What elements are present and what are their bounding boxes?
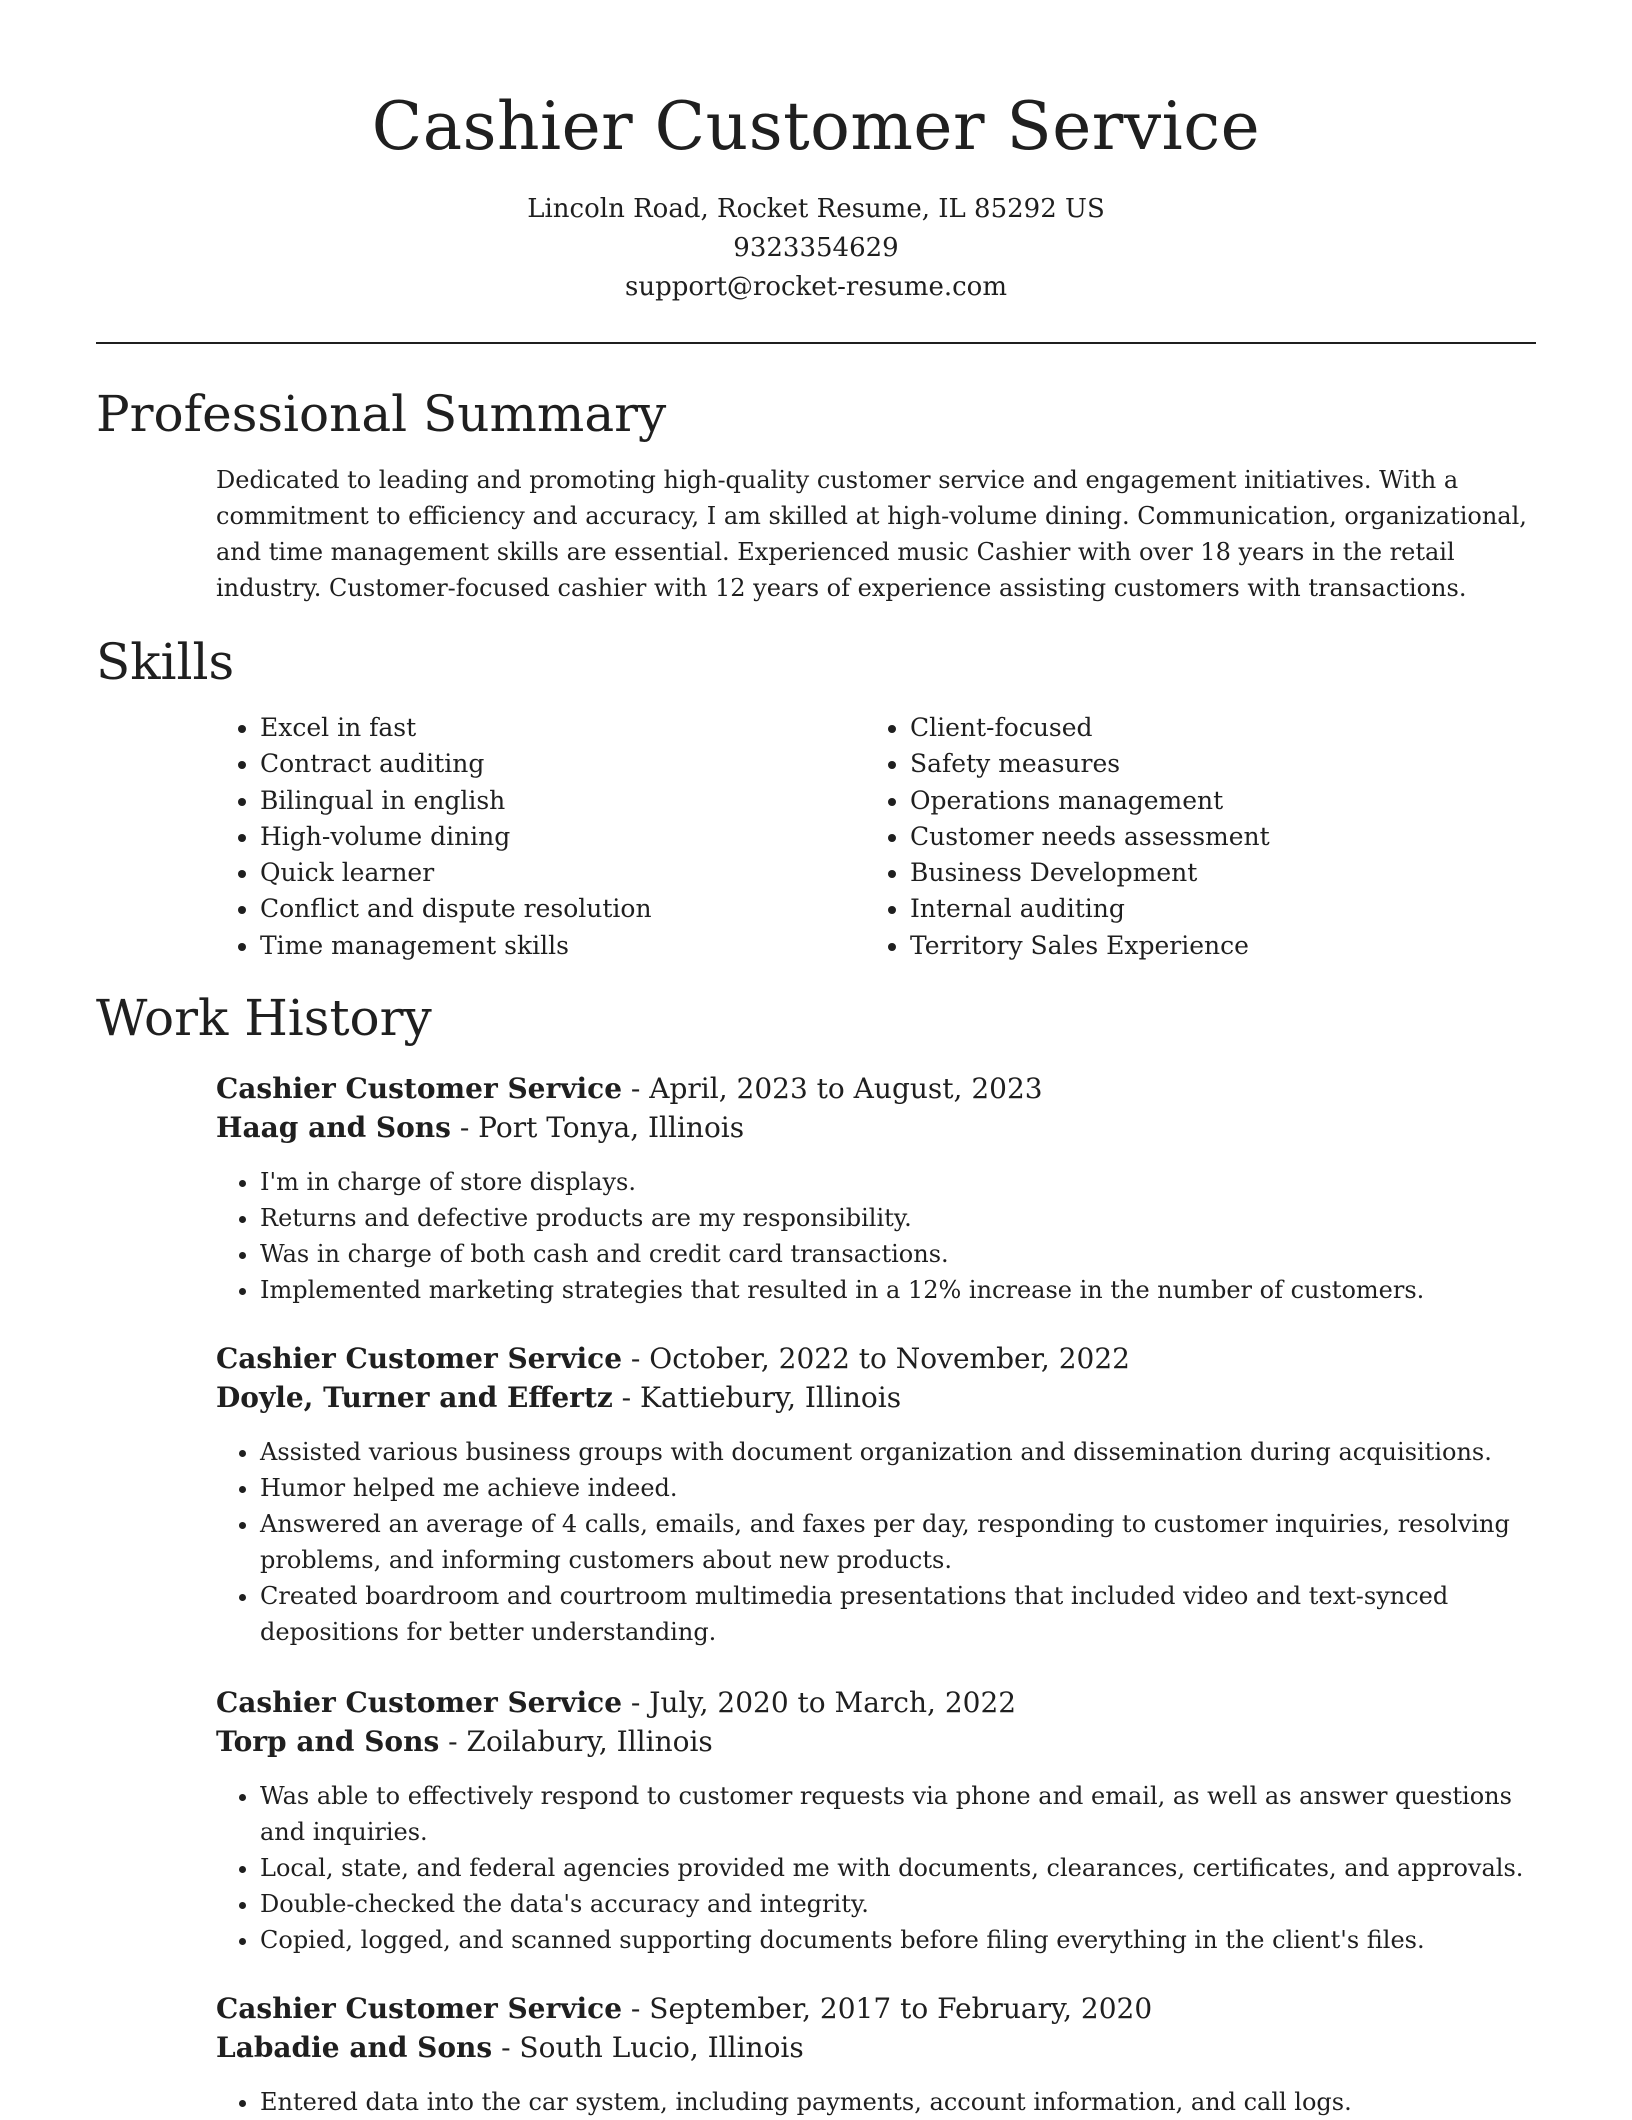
skill-item: • Conflict and dispute resolution [260, 891, 860, 927]
skill-item: • Business Development [910, 855, 1560, 891]
company-location: - South Lucio, Illinois [492, 2031, 804, 2064]
skill-item: • Time management skills [260, 928, 860, 964]
job-duty: • Implemented marketing strategies that resulted in a 12% increase in the number of customers. [260, 1272, 1536, 1308]
summary-text: Dedicated to leading and promoting high-quality customer service and engagement initiatives. With a commitment to efficiency and accuracy, I am skilled at high-volume dining. Communication, organizational, and time management skills are essential. Experienced music Cashier with over 18 years in the retail industry. Customer-focused cashier with 12 years of experience assisting customers with transactions. [216, 466, 1527, 602]
skill-item: • Bilingual in english [260, 783, 860, 819]
company-name: Doyle, Turner and Effertz [216, 1381, 613, 1414]
job-company-line [216, 1722, 1536, 1761]
job-company-line [216, 2028, 1536, 2067]
candidate-name: Cashier Customer Service [371, 88, 1261, 165]
company-location: - Zoilabury, Illinois [439, 1725, 713, 1758]
job-title-line [216, 1683, 1536, 1722]
skill-item: • Territory Sales Experience [910, 928, 1560, 964]
company-name: Labadie and Sons [216, 2031, 493, 2064]
job-company-line [216, 1378, 1536, 1417]
job-title-line [216, 1989, 1536, 2028]
summary-heading: Professional Summary [96, 385, 667, 443]
job-duty: • I'm in charge of store displays. [260, 1164, 1536, 1200]
job-entry [216, 1339, 1536, 1650]
job-duty: • Answered an average of 4 calls, emails, and faxes per day, responding to customer inquiries, resolving problems, and informing customers about new products. [260, 1506, 1536, 1578]
job-dates: - July, 2020 to March, 2022 [622, 1686, 1017, 1719]
company-name: Torp and Sons [216, 1725, 440, 1758]
skill-item: • Excel in fast [260, 710, 860, 746]
skill-item: • Customer needs assessment [910, 819, 1560, 855]
company-location: - Kattiebury, Illinois [612, 1381, 902, 1414]
job-title: Cashier Customer Service [216, 1686, 623, 1719]
skill-item: • Contract auditing [260, 746, 860, 782]
skills-column-right [866, 710, 1560, 964]
skill-item: • Internal auditing [910, 891, 1560, 927]
skill-item: • Quick learner [260, 855, 860, 891]
job-entry [216, 1683, 1536, 1958]
skill-item: • Safety measures [910, 746, 1560, 782]
job-duty: • Humor helped me achieve indeed. [260, 1470, 1536, 1506]
skills-column-left [216, 710, 860, 964]
resume-header [96, 84, 1536, 307]
work-history-heading: Work History [96, 989, 432, 1047]
company-location: - Port Tonya, Illinois [450, 1111, 745, 1144]
phone-number: 9323354629 [733, 233, 899, 263]
job-duty: • Copied, logged, and scanned supporting documents before filing everything in the client's files. [260, 1922, 1536, 1958]
job-duties [216, 1778, 1536, 1958]
job-duty: • Double-checked the data's accuracy and integrity. [260, 1886, 1536, 1922]
company-name: Haag and Sons [216, 1111, 451, 1144]
job-duty: • Entered data into the car system, including payments, account information, and call logs. [260, 2084, 1536, 2120]
job-duty: • Created boardroom and courtroom multimedia presentations that included video and text-synced depositions for better understanding. [260, 1578, 1536, 1650]
job-dates: - April, 2023 to August, 2023 [622, 1072, 1043, 1105]
job-title: Cashier Customer Service [216, 1992, 623, 2025]
job-duties [216, 2084, 1536, 2120]
job-company-line [216, 1108, 1536, 1147]
job-duties [216, 1164, 1536, 1308]
job-duties [216, 1434, 1536, 1650]
job-duty: • Returns and defective products are my responsibility. [260, 1200, 1536, 1236]
job-entry [216, 1989, 1536, 2120]
job-title-line [216, 1069, 1536, 1108]
job-duty: • Was in charge of both cash and credit card transactions. [260, 1236, 1536, 1272]
header-divider [96, 342, 1536, 344]
job-title-line [216, 1339, 1536, 1378]
skill-item: • High-volume dining [260, 819, 860, 855]
skill-item: • Client-focused [910, 710, 1560, 746]
job-dates: - September, 2017 to February, 2020 [622, 1992, 1153, 2025]
email-address: support@rocket-resume.com [624, 272, 1007, 302]
job-dates: - October, 2022 to November, 2022 [622, 1342, 1130, 1375]
job-duty: • Assisted various business groups with document organization and dissemination during acquisitions. [260, 1434, 1536, 1470]
skill-item: • Operations management [910, 783, 1560, 819]
job-duty: • Local, state, and federal agencies provided me with documents, clearances, certificates, and approvals. [260, 1850, 1536, 1886]
address: Lincoln Road, Rocket Resume, IL 85292 US [527, 194, 1105, 224]
job-title: Cashier Customer Service [216, 1342, 623, 1375]
job-duty: • Was able to effectively respond to customer requests via phone and email, as well as answer questions and inquiries. [260, 1778, 1536, 1850]
job-entry [216, 1069, 1536, 1308]
job-title: Cashier Customer Service [216, 1072, 623, 1105]
skills-heading: Skills [96, 633, 235, 691]
